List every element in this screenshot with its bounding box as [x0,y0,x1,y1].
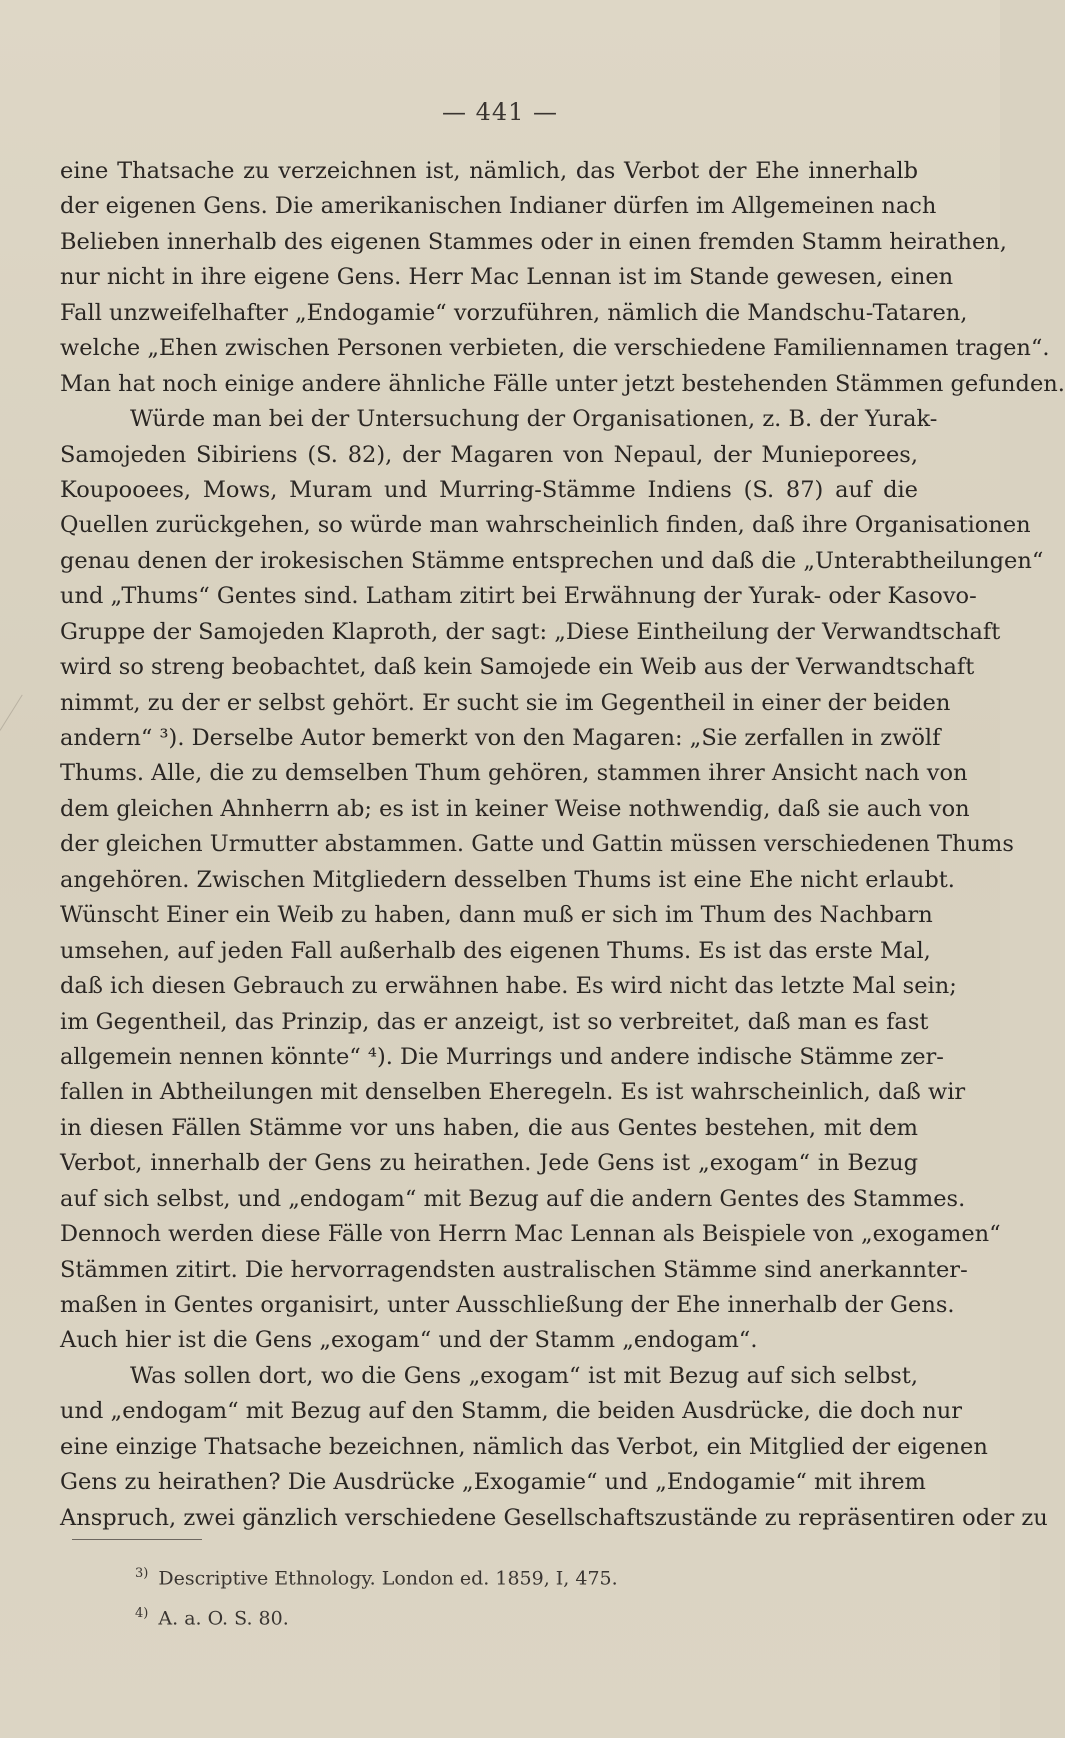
text-line: fallen in Abtheilungen mit denselben Eheregeln. Es ist wahrscheinlich, daß wir [60,1079,966,1106]
text-line: andern“ ³). Derselbe Autor bemerkt von den Magaren: „Sie zerfallen in zwölf [60,725,941,751]
text-line: welche „Ehen zwischen Personen verbieten, die verschiedene Familiennamen tragen“. [60,335,1050,362]
text-line: Auch hier ist die Gens „exogam“ und der Stamm „endogam“. [60,1327,758,1354]
text-line: und „Thums“ Gentes sind. Latham zitirt bei Erwähnung der Yurak- oder Kasovo- [60,583,977,610]
footnote-marker: 3) [135,1566,149,1581]
footnote-text: A. a. O. S. 80. [158,1607,289,1630]
text-line: Stämmen zitirt. Die hervorragendsten australischen Stämme sind anerkannter- [60,1256,968,1283]
page-number: — 441 — [441,98,559,126]
text-line: eine Thatsache zu verzeichnen ist, nämlich, das Verbot der Ehe innerhalb [60,158,918,184]
footnote [135,1596,835,1636]
text-line: der gleichen Urmutter abstammen. Gatte und Gattin müssen verschiedenen Thums [60,831,1014,858]
footnote [135,1556,835,1596]
text-line: Quellen zurückgehen, so würde man wahrscheinlich finden, daß ihre Organisationen [60,512,1031,539]
text-line: der eigenen Gens. Die amerikanischen Indianer dürfen im Allgemeinen nach [60,193,937,220]
text-line: nimmt, zu der er selbst gehört. Er sucht sie im Gegentheil in einer der beiden [60,689,951,716]
text-line: umsehen, auf jeden Fall außerhalb des eigenen Thums. Es ist das erste Mal, [60,937,931,964]
text-line: und „endogam“ mit Bezug auf den Stamm, die beiden Ausdrücke, die doch nur [60,1398,962,1425]
text-line: auf sich selbst, und „endogam“ mit Bezug auf die andern Gentes des Stammes. [60,1185,966,1212]
text-line: daß ich diesen Gebrauch zu erwähnen habe. Es wird nicht das letzte Mal sein; [60,973,957,1000]
paragraph-first-line: Was sollen dort, wo die Gens „exogam“ ist mit Bezug auf sich selbst, [130,1362,918,1389]
text-line: Anspruch, zwei gänzlich verschiedene Gesellschaftszustände zu repräsentiren oder zu [60,1504,1048,1531]
text-line: Verbot, innerhalb der Gens zu heirathen. Jede Gens ist „exogam“ in Bezug [60,1150,918,1177]
text-line: dem gleichen Ahnherrn ab; es ist in keiner Weise nothwendig, daß sie auch von [60,795,970,822]
text-line: Wünscht Einer ein Weib zu haben, dann muß er sich im Thum des Nachbarn [60,902,933,929]
footnote-text: Descriptive Ethnology. London ed. 1859, I, 475. [158,1567,618,1590]
text-line: in diesen Fällen Stämme vor uns haben, die aus Gentes bestehen, mit dem [60,1114,918,1141]
text-line: nur nicht in ihre eigene Gens. Herr Mac Lennan ist im Stande gewesen, einen [60,264,954,291]
text-line: Koupooees, Mows, Muram und Murring-Stämme Indiens (S. 87) auf die [60,476,918,503]
text-line: maßen in Gentes organisirt, unter Ausschließung der Ehe innerhalb der Gens. [60,1292,955,1318]
body-text [60,154,1065,1536]
text-line: Man hat noch einige andere ähnliche Fälle unter jetzt bestehenden Stämmen gefunden. [60,370,1065,397]
footnote-marker: 4) [135,1606,149,1622]
paper-edge-mark [0,695,23,731]
text-line: eine einzige Thatsache bezeichnen, nämlich das Verbot, ein Mitglied der eigenen [60,1433,988,1460]
text-line: Dennoch werden diese Fälle von Herrn Mac Lennan als Beispiele von „exogamen“ [60,1221,1001,1248]
text-line: Gens zu heirathen? Die Ausdrücke „Exogamie“ und „Endogamie“ mit ihrem [60,1469,926,1496]
text-line: genau denen der irokesischen Stämme entsprechen und daß die „Unterabtheilungen“ [60,547,1044,574]
text-line: Fall unzweifelhafter „Endogamie“ vorzuführen, nämlich die Mandschu-Tataren, [60,299,968,326]
text-line: angehören. Zwischen Mitgliedern desselben Thums ist eine Ehe nicht erlaubt. [60,866,955,893]
text-line: Thums. Alle, die zu demselben Thum gehören, stammen ihrer Ansicht nach von [60,760,968,787]
text-line: allgemein nennen könnte“ ⁴). Die Murrings und andere indische Stämme zer- [60,1043,944,1070]
text-line: Samojeden Sibiriens (S. 82), der Magaren von Nepaul, der Munieporees, [60,441,918,468]
text-line: Gruppe der Samojeden Klaproth, der sagt: „Diese Eintheilung der Verwandtschaft [60,618,1001,645]
footnote-divider [72,1539,202,1540]
text-line: Belieben innerhalb des eigenen Stammes oder in einen fremden Stamm heirathen, [60,228,1007,255]
text-line: wird so streng beobachtet, daß kein Samojede ein Weib aus der Verwandtschaft [60,654,975,681]
text-line: im Gegentheil, das Prinzip, das er anzeigt, ist so verbreitet, daß man es fast [60,1008,929,1035]
paragraph-first-line: Würde man bei der Untersuchung der Organisationen, z. B. der Yurak- [130,406,938,433]
footnotes [135,1556,835,1637]
